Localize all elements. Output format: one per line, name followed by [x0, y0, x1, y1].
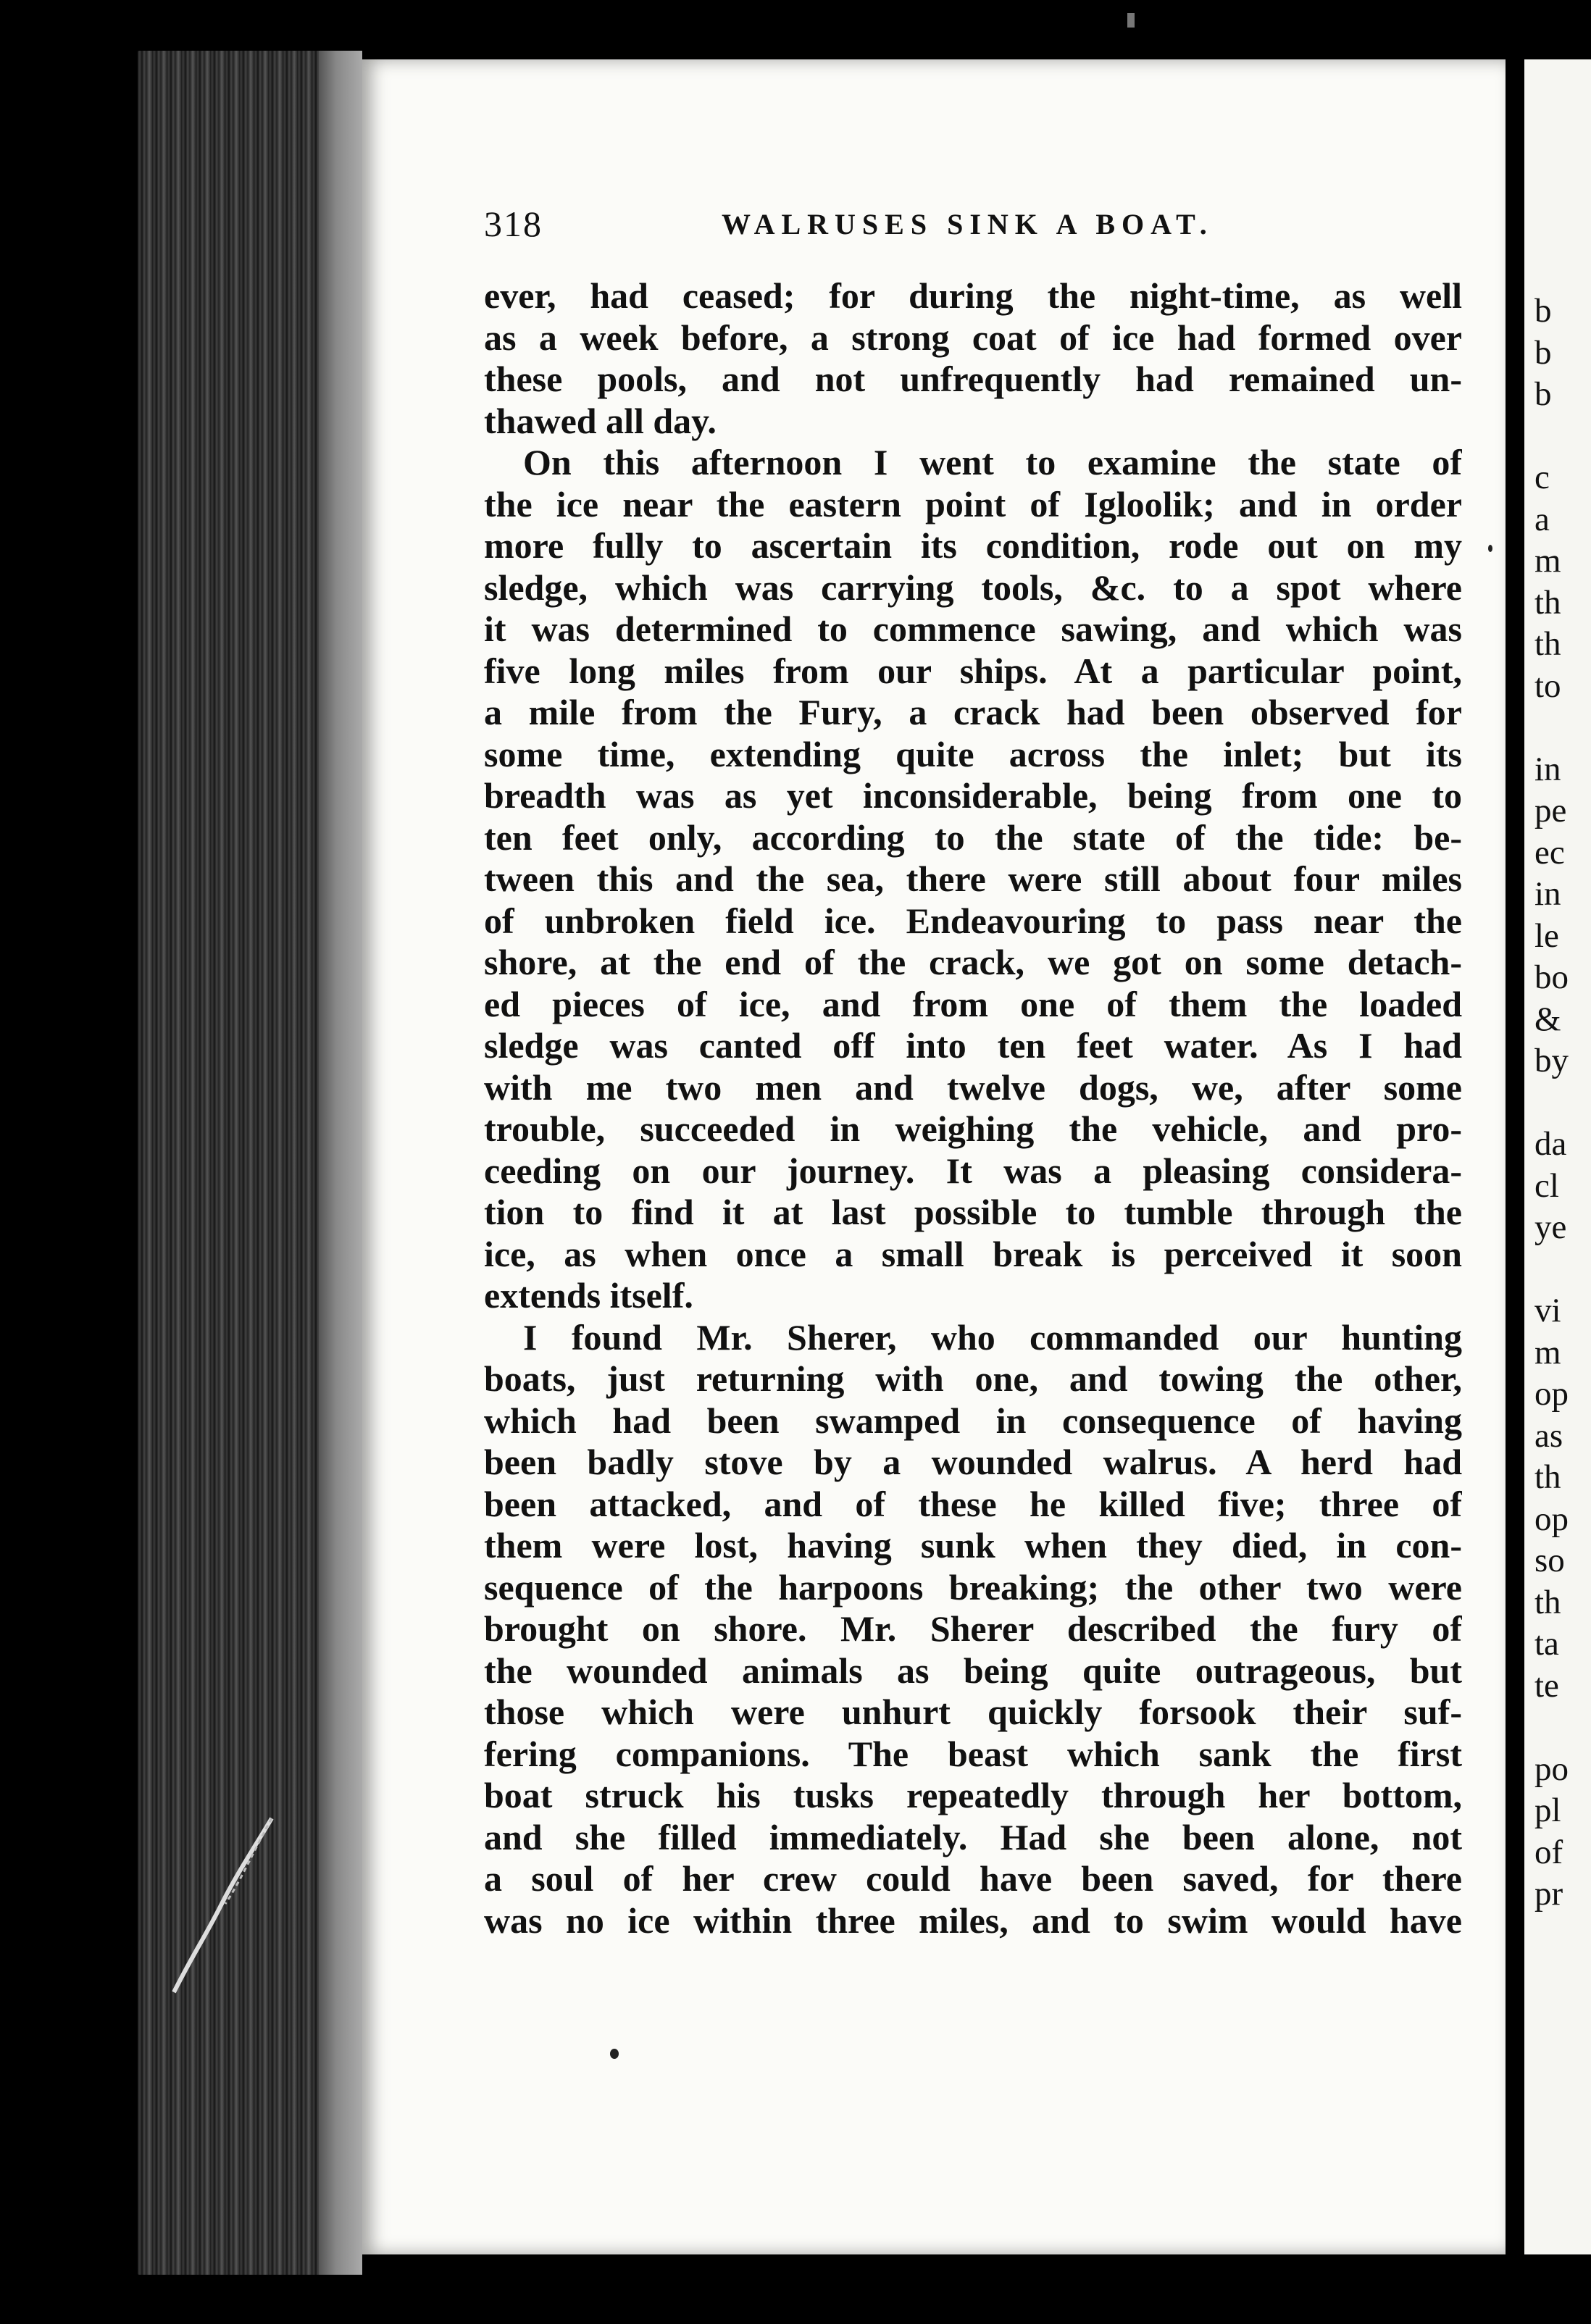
text-line: boats, just returning with one, and towing the other,: [484, 1358, 1462, 1399]
text-line: ceeding on our journey. It was a pleasing considera-: [484, 1150, 1462, 1191]
text-line: a soul of her crew could have been saved, for there: [484, 1858, 1462, 1899]
text-line: the ice near the eastern point of Igloolik; and in order: [484, 483, 1462, 524]
text-line: On this afternoon I went to examine the state of: [523, 442, 1462, 482]
facing-page-text-fragment: th: [1534, 1458, 1561, 1496]
facing-page-text-fragment: op: [1534, 1375, 1569, 1413]
text-line: I found Mr. Sherer, who commanded our hunting: [523, 1316, 1462, 1358]
facing-page-text-fragment: b: [1534, 292, 1552, 330]
facing-page-text-fragment: b: [1534, 333, 1552, 372]
text-line: boat struck his tusks repeatedly through her bottom,: [484, 1775, 1462, 1815]
facing-page-text-fragment: as: [1534, 1416, 1563, 1455]
text-line: been attacked, and of these he killed five; three of: [484, 1483, 1462, 1524]
text-line: some time, extending quite across the inlet; but its: [484, 733, 1462, 774]
facing-page-text-fragment: in: [1534, 750, 1561, 788]
facing-page-text-fragment: ye: [1534, 1208, 1567, 1246]
facing-page-text-fragment: &: [1534, 1000, 1561, 1038]
text-line: those which were unhurt quickly forsook their suf-: [484, 1692, 1462, 1732]
facing-page-text-fragment: b: [1534, 375, 1552, 413]
text-line: was no ice within three miles, and to swim would have: [484, 1899, 1462, 1941]
text-line: extends itself.: [484, 1275, 693, 1316]
facing-page-text-fragment: ta: [1534, 1625, 1559, 1663]
facing-page-text-fragment: th: [1534, 583, 1561, 622]
facing-page-text-fragment: po: [1534, 1750, 1569, 1788]
facing-page-text-fragment: m: [1534, 542, 1561, 580]
facing-page-text-fragment: th: [1534, 1583, 1561, 1621]
text-line: more fully to ascertain its condition, rode out on my: [484, 525, 1462, 566]
facing-page-text-fragment: th: [1534, 625, 1561, 663]
text-line: ever, had ceased; for during the night-time, as well: [484, 275, 1462, 316]
text-line: and she filled immediately. Had she been alone, not: [484, 1816, 1462, 1857]
page-number: 318: [484, 204, 543, 244]
text-line: ice, as when once a small break is perceived it soon: [484, 1233, 1462, 1274]
facing-page-text-fragment: bo: [1534, 958, 1569, 996]
text-line: these pools, and not unfrequently had remained un-: [484, 359, 1462, 399]
text-line: trouble, succeeded in weighing the vehicle, and pro-: [484, 1108, 1462, 1149]
text-line: tion to find it at last possible to tumble through the: [484, 1192, 1462, 1232]
facing-page-text-fragment: by: [1534, 1042, 1569, 1079]
text-line: ten feet only, according to the state of the tide: be-: [484, 816, 1462, 858]
facing-page-text-fragment: pr: [1534, 1875, 1563, 1913]
facing-page-text-fragment: a: [1534, 500, 1550, 538]
running-head: WALRUSES SINK A BOAT.: [722, 208, 1214, 241]
facing-page-text-fragment: cl: [1534, 1166, 1559, 1205]
ink-speck: [1488, 545, 1492, 552]
text-line: which had been swamped in consequence of having: [484, 1400, 1462, 1441]
facing-page-text-fragment: in: [1534, 875, 1561, 913]
facing-page-text-fragment: so: [1534, 1542, 1565, 1579]
facing-page-text-fragment: pe: [1534, 792, 1567, 829]
text-line: five long miles from our ships. At a particular point,: [484, 650, 1462, 691]
text-line: tween this and the sea, there were still about four miles: [484, 858, 1462, 899]
ink-speck: [610, 2049, 619, 2059]
facing-page-text-fragment: m: [1534, 1333, 1561, 1371]
facing-page-text-fragment: ec: [1534, 833, 1565, 872]
text-line: sledge, which was carrying tools, &c. to a spot where: [484, 567, 1462, 608]
text-line: as a week before, a strong coat of ice had formed over: [484, 317, 1462, 358]
text-line: with me two men and twelve dogs, we, after some: [484, 1066, 1462, 1108]
text-line: sledge was canted off into ten feet water. As I had: [484, 1025, 1462, 1066]
facing-page-text-fragment: op: [1534, 1500, 1569, 1538]
stray-thread: [163, 1811, 279, 1999]
gutter-shadow: [319, 51, 362, 2275]
text-line: been badly stove by a wounded walrus. A herd had: [484, 1442, 1462, 1482]
text-line: ed pieces of ice, and from one of them the loaded: [484, 983, 1462, 1024]
facing-page-text-fragment: to: [1534, 666, 1561, 705]
text-line: of unbroken field ice. Endeavouring to pass near the: [484, 900, 1462, 941]
facing-page-fragment: [1524, 59, 1591, 2254]
text-line: a mile from the Fury, a crack had been observed for: [484, 692, 1462, 732]
body-text: [484, 275, 1462, 1941]
facing-page-text-fragment: of: [1534, 1833, 1563, 1871]
text-line: brought on shore. Mr. Sherer described the fury of: [484, 1608, 1462, 1649]
text-line: them were lost, having sunk when they died, in con-: [484, 1525, 1462, 1566]
facing-page-text-fragment: da: [1534, 1125, 1567, 1163]
text-line: sequence of the harpoons breaking; the other two were: [484, 1566, 1462, 1608]
text-line: the wounded animals as being quite outrageous, but: [484, 1650, 1462, 1691]
text-line: fering companions. The beast which sank the first: [484, 1733, 1462, 1774]
text-line: it was determined to commence sawing, and which was: [484, 609, 1462, 649]
facing-page-text-fragment: le: [1534, 916, 1559, 955]
text-line: shore, at the end of the crack, we got on some detach-: [484, 942, 1462, 982]
page-gap: [1506, 59, 1524, 2254]
text-line: thawed all day.: [484, 400, 717, 441]
facing-page-text-fragment: vi: [1534, 1292, 1561, 1329]
page-header: [484, 203, 1462, 254]
facing-page-text-fragment: c: [1534, 459, 1550, 496]
ink-speck: [1127, 13, 1135, 28]
text-line: breadth was as yet inconsiderable, being from one to: [484, 775, 1462, 816]
facing-page-text-fragment: te: [1534, 1666, 1559, 1705]
facing-page-text-fragment: pl: [1534, 1792, 1561, 1829]
